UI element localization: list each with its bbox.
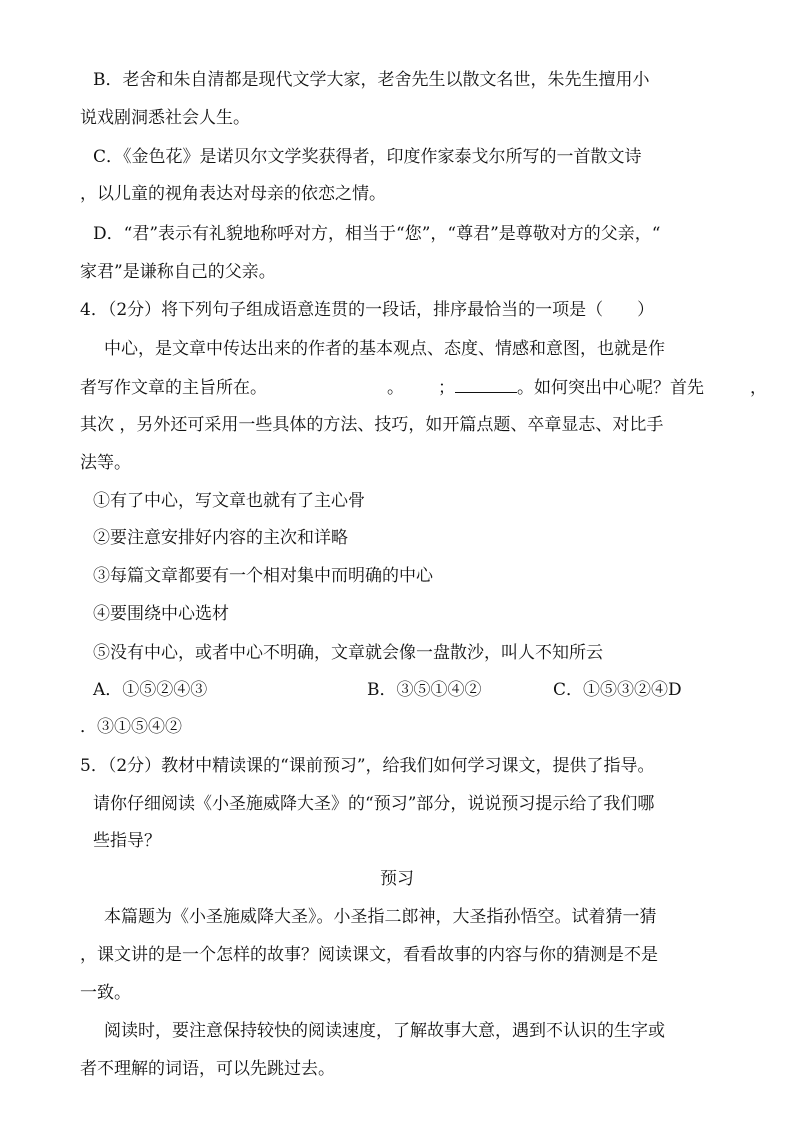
q3-option-d-line1: D．“君”表示有礼貌地称呼对方，相当于“您”，“尊君”是尊敬对方的父亲，“: [93, 224, 661, 244]
q4-passage-line2-b: 。: [387, 378, 404, 398]
q4-option-c: C．①⑤③②④D: [553, 680, 682, 700]
q3-option-b-line1: B．老舍和朱自清都是现代文学大家，老舍先生以散文名世，朱先生擅用小: [93, 70, 650, 90]
q4-passage-line2-d: 。如何突出中心呢？首先: [517, 378, 704, 398]
q4-sentence-1: ①有了中心，写文章也就有了主心骨: [93, 491, 365, 511]
q4-passage-line4: 法等。: [80, 453, 131, 473]
q4-option-d: ．③①⑤④②: [80, 717, 182, 737]
q4-passage-line1: 中心，是文章中传达出来的作者的基本观点、态度、情感和意图，也就是作: [104, 339, 665, 359]
q3-option-d-line2: 家君”是谦称自己的父亲。: [80, 262, 276, 282]
q5-stem-line3: 些指导？: [93, 831, 161, 851]
fill-in-blank: [455, 376, 517, 393]
preview-para2-line2: 者不理解的词语，可以先跳过去。: [80, 1059, 335, 1079]
preview-para1-line2: ，课文讲的是一个怎样的故事？阅读课文，看看故事的内容与你的猜测是不是: [80, 945, 658, 965]
preview-para1-line1: 本篇题为《小圣施威降大圣》。小圣指二郎神，大圣指孙悟空。试着猜一猜: [104, 907, 657, 927]
q4-passage-line2: [80, 376, 767, 399]
preview-para2-line1: 阅读时，要注意保持较快的阅读速度，了解故事大意，遇到不认识的生字或: [104, 1021, 665, 1041]
preview-para1-line3: 一致。: [80, 983, 131, 1003]
q4-sentence-4: ④要围绕中心选材: [93, 604, 229, 624]
preview-title: 预习: [380, 869, 414, 889]
q4-option-a: A．①⑤②④③: [93, 680, 208, 700]
q4-passage-line2-e: ，: [750, 378, 767, 398]
q4-option-b: B．③⑤①④②: [367, 680, 482, 700]
q4-sentence-5: ⑤没有中心，或者中心不明确，文章就会像一盘散沙，叫人不知所云: [93, 643, 603, 663]
q3-option-c-line2: ，以儿童的视角表达对母亲的依恋之情。: [80, 184, 386, 204]
q4-passage-line3: 其次 ，另外还可采用一些具体的方法、技巧，如开篇点题、卒章显志、对比手: [80, 415, 664, 435]
q4-sentence-3: ③每篇文章都要有一个相对集中而明确的中心: [93, 566, 433, 586]
q3-option-c-line1: C．《金色花》是诺贝尔文学奖获得者，印度作家泰戈尔所写的一首散文诗: [93, 147, 642, 167]
q4-passage-line2-a: 者写作文章的主旨所在。: [80, 378, 267, 398]
q4-sentence-2: ②要注意安排好内容的主次和详略: [93, 528, 348, 548]
q3-option-b-line2: 说戏剧洞悉社会人生。: [80, 108, 250, 128]
q4-stem: 4．（2分）将下列句子组成语意连贯的一段话，排序最恰当的一项是（ ）: [80, 300, 655, 320]
q5-stem-line1: 5．（2分）教材中精读课的“课前预习”，给我们如何学习课文，提供了指导。: [80, 756, 655, 776]
q4-passage-line2-c: ；: [438, 378, 455, 398]
q5-stem-line2: 请你仔细阅读《小圣施威降大圣》的“预习”部分，说说预习提示给了我们哪: [93, 794, 655, 814]
